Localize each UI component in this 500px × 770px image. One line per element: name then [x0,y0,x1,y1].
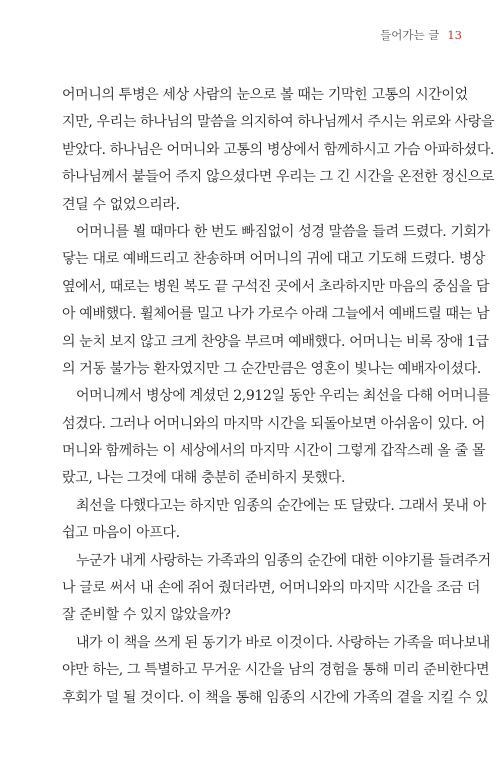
body-text [62,82,495,712]
paragraph-start-line: 누군가 내게 사랑하는 가족과의 임종의 순간에 대한 이야기를 들려주거 [76,552,491,569]
text-line: 닿는 대로 예배드리고 찬송하며 어머니의 귀에 대고 기도해 드렸다. 병상 [62,251,486,268]
text-line: 하나님께서 붙들어 주지 않으셨다면 우리는 그 긴 시간을 온전한 정신으로 [62,169,495,186]
text-line: 랐고, 나는 그것에 대해 충분히 준비하지 못했다. [62,470,346,487]
paragraph-start-line: 최선을 다했다고는 하지만 임종의 순간에는 또 달랐다. 그래서 못내 아 [76,497,486,514]
text-line: 옆에서, 때로는 병원 복도 끝 구석진 곳에서 초라하지만 마음의 중심을 담 [62,278,490,295]
section-title: 들어가는 글 [380,28,440,42]
text-line: 나 글로 써서 내 손에 쥐어 줬더라면, 어머니와의 마지막 시간을 조금 더 [62,580,481,597]
text-line: 어머니의 투병은 세상 사람의 눈으로 볼 때는 기막힌 고통의 시간이었 [62,87,468,103]
text-line: 의 거동 불가능 환자였지만 그 순간만큼은 영혼이 빛나는 예배자이셨다. [62,360,481,377]
text-line: 머니와 함께하는 이 세상에서의 마지막 시간이 그렇게 갑작스레 올 줄 몰 [62,443,486,460]
text-line: 견딜 수 없었으리라. [62,196,180,213]
running-header [380,27,462,43]
text-line: 받았다. 하나님은 어머니와 고통의 병상에서 함께하시고 가슴 아파하셨다. [62,141,495,158]
page-number: 13 [447,28,462,42]
text-line: 야만 하는, 그 특별하고 무거운 시간을 남의 경험을 통해 미리 준비한다면 [62,662,490,679]
paragraph-start-line: 어머니께서 병상에 계셨던 2,912일 동안 우리는 최선을 다해 어머니를 [76,388,490,405]
text-line: 후회가 덜 될 것이다. 이 책을 통해 임종의 시간에 가족의 곁을 지킬 수 있 [62,689,489,706]
paragraph-start-line: 내가 이 책을 쓰게 된 동기가 바로 이것이다. 사랑하는 가족을 떠나보내 [76,634,490,651]
text-line: 아 예배했다. 휠체어를 밀고 나가 가로수 아래 그늘에서 예배드릴 때는 남 [62,306,490,323]
text-line: 섬겼다. 그러나 어머니와의 마지막 시간을 되돌아보면 아쉬움이 있다. 어 [62,415,486,432]
text-line: 의 눈치 보지 않고 크게 찬양을 부르며 예배했다. 어머니는 비록 장애 1급 [62,333,489,350]
text-line: 잘 준비할 수 있지 않았을까? [62,607,231,624]
paragraph-start-line: 어머니를 뵐 때마다 한 번도 빠짐없이 성경 말씀을 들려 드렸다. 기회가 [76,223,490,240]
text-line: 지만, 우리는 하나님의 말씀을 의지하여 하나님께서 주시는 위로와 사랑을 [62,114,495,131]
text-line: 쉽고 마음이 아프다. [62,525,180,542]
